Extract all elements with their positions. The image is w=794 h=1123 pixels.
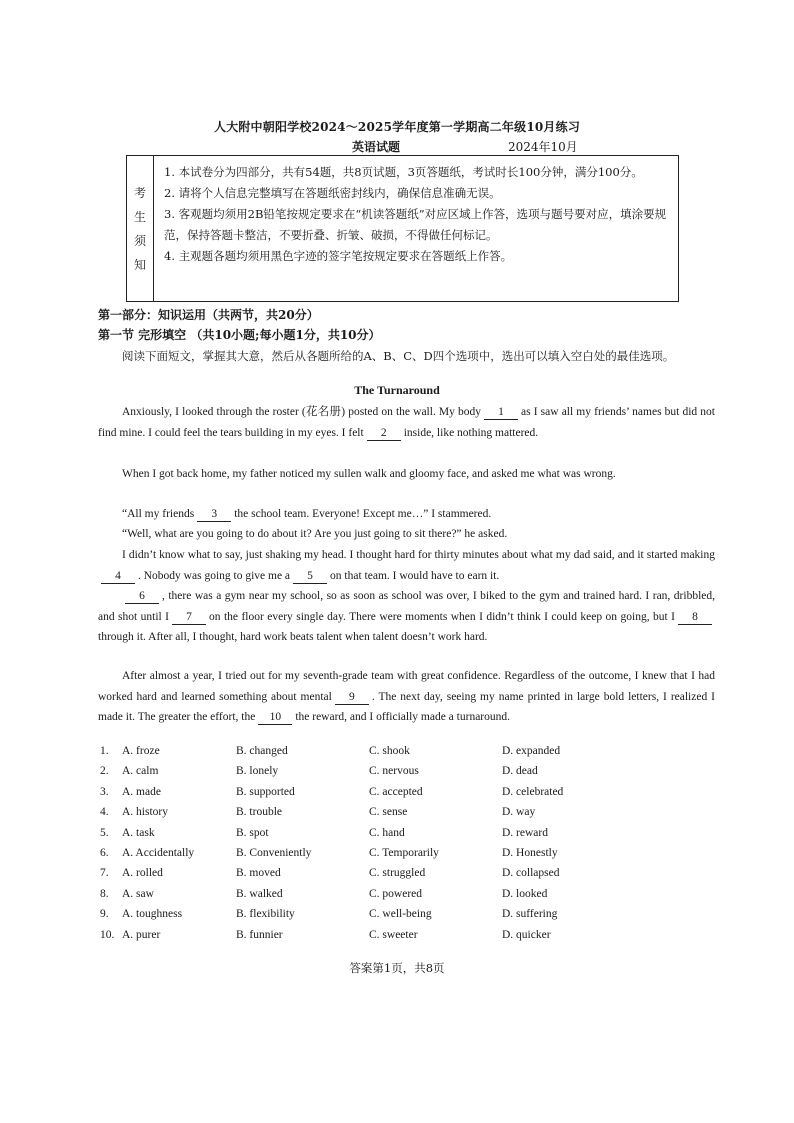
option-b: B. flexibility bbox=[236, 908, 295, 921]
option-d: D. looked bbox=[502, 887, 548, 900]
passage-text: the reward, and I officially made a turnaround. bbox=[295, 711, 510, 724]
option-row bbox=[100, 827, 720, 847]
blank-5: 5 bbox=[293, 569, 327, 584]
question-number: 2. bbox=[100, 765, 109, 778]
blank-7: 7 bbox=[172, 610, 206, 625]
option-c: C. nervous bbox=[369, 765, 419, 778]
part1-title: 第一部分：知识运用（共两节，共20分） bbox=[98, 308, 319, 322]
passage-text: , there was a gym near my school, so as soon as school was over, I biked to the gym and trained hard. I ran, dribbled, and shot until I bbox=[98, 590, 715, 623]
notice-items bbox=[164, 162, 672, 267]
option-d: D. reward bbox=[502, 826, 548, 839]
question-number: 4. bbox=[100, 806, 109, 819]
notice-label-char: 须 bbox=[133, 233, 146, 248]
option-c: C. powered bbox=[369, 887, 423, 900]
option-d: D. Honestly bbox=[502, 846, 558, 859]
option-b: B. lonely bbox=[236, 765, 279, 778]
blank-10: 10 bbox=[258, 710, 292, 725]
option-a: A. purer bbox=[122, 928, 161, 941]
option-c: C. struggled bbox=[369, 867, 426, 880]
option-row bbox=[100, 847, 720, 867]
passage-paragraph-4: “Well, what are you going to do about it? Are you just going to sit there?” he asked. bbox=[122, 528, 508, 540]
notice-label-char: 知 bbox=[133, 257, 146, 272]
blank-4: 4 bbox=[101, 569, 135, 584]
passage-paragraph-7 bbox=[98, 666, 715, 728]
question-number: 9. bbox=[100, 908, 109, 921]
option-row bbox=[100, 786, 720, 806]
blank-3: 3 bbox=[197, 507, 231, 522]
passage-text: the school team. Everyone! Except me…” I stammered. bbox=[234, 508, 492, 520]
question-number: 1. bbox=[100, 745, 109, 757]
notice-item: 2. 请将个人信息完整填写在答题纸密封线内，确保信息准确无误。 bbox=[164, 186, 501, 200]
option-c: C. accepted bbox=[369, 785, 423, 798]
option-b: B. funnier bbox=[236, 928, 283, 941]
option-d: D. way bbox=[502, 806, 536, 819]
page-footer: 答案第1页，共8页 bbox=[349, 961, 445, 975]
candidate-notice-box bbox=[126, 155, 679, 302]
option-c: C. Temporarily bbox=[369, 846, 439, 859]
option-c: C. hand bbox=[369, 826, 405, 839]
school-title: 人大附中朝阳学校2024～2025学年度第一学期高二年级10月练习 bbox=[213, 120, 581, 134]
option-d: D. quicker bbox=[502, 928, 551, 941]
passage-paragraph-3 bbox=[98, 504, 715, 525]
option-c: C. sense bbox=[369, 806, 408, 819]
option-c: C. well-being bbox=[369, 908, 432, 921]
answer-options bbox=[100, 745, 720, 949]
notice-item: 3. 客观题均须用2B铅笔按规定要求在“机读答题纸”对应区域上作答，选项与题号要对应，填涂要规范，保持答题卡整洁，不要折叠、折皱、破损，不得做任何标记。 bbox=[164, 207, 667, 242]
question-number: 8. bbox=[100, 887, 109, 900]
option-b: B. moved bbox=[236, 867, 281, 880]
option-d: D. suffering bbox=[502, 908, 558, 921]
option-d: D. celebrated bbox=[502, 785, 564, 798]
blank-1: 1 bbox=[484, 405, 518, 420]
option-a: A. rolled bbox=[122, 867, 163, 880]
blank-6: 6 bbox=[125, 589, 159, 604]
passage-text: as I saw all my friends’ names but did not find mine. I could feel the tears building in my eyes. I felt bbox=[98, 406, 715, 439]
option-row bbox=[100, 929, 720, 949]
option-d: D. collapsed bbox=[502, 867, 560, 880]
notice-item: 4. 主观题各题均须用黑色字迹的签字笔按规定要求在答题纸上作答。 bbox=[164, 249, 513, 263]
passage-text: through it. After all, I thought, hard work beats talent when talent doesn’t work hard. bbox=[98, 631, 488, 644]
notice-item: 1. 本试卷分为四部分，共有54题，共8页试题，3页答题纸，考试时长100分钟，满分100分。 bbox=[164, 165, 643, 179]
option-a: A. task bbox=[122, 826, 155, 839]
option-a: A. calm bbox=[122, 765, 159, 778]
passage-text: After almost a year, I tried out for my seventh-grade team with great confidence. Regardless of the outcome, I knew that I had worked hard and learned something about mental bbox=[98, 670, 715, 703]
option-b: B. supported bbox=[236, 785, 295, 798]
option-row bbox=[100, 888, 720, 908]
option-c: C. sweeter bbox=[369, 928, 418, 941]
option-b: B. walked bbox=[236, 887, 283, 900]
passage-text: on the floor every single day. There were moments when I didn’t think I could keep on going, but I bbox=[209, 610, 675, 623]
notice-label-char: 生 bbox=[133, 209, 146, 224]
option-b: B. changed bbox=[236, 745, 288, 757]
option-row bbox=[100, 745, 720, 765]
option-a: A. Accidentally bbox=[122, 846, 195, 859]
passage-text: “All my friends bbox=[122, 508, 195, 520]
option-d: D. dead bbox=[502, 765, 538, 778]
passage-paragraph-6 bbox=[98, 586, 715, 648]
subject-title: 英语试题 bbox=[352, 140, 401, 154]
section1-title: 第一节 完形填空 （共10小题;每小题1分，共10分） bbox=[98, 328, 381, 342]
passage-paragraph-1 bbox=[98, 402, 715, 443]
option-b: B. trouble bbox=[236, 806, 282, 819]
question-number: 6. bbox=[100, 846, 109, 859]
option-row bbox=[100, 908, 720, 928]
option-a: A. toughness bbox=[122, 908, 183, 921]
exam-date: 2024年10月 bbox=[508, 140, 578, 154]
option-a: A. history bbox=[122, 806, 168, 819]
passage-paragraph-5 bbox=[98, 545, 715, 586]
option-a: A. saw bbox=[122, 887, 154, 900]
notice-label-char: 考 bbox=[133, 185, 146, 200]
question-number: 3. bbox=[100, 785, 109, 798]
question-number: 5. bbox=[100, 826, 109, 839]
option-a: A. made bbox=[122, 785, 161, 798]
option-row bbox=[100, 867, 720, 887]
option-b: B. spot bbox=[236, 826, 269, 839]
question-number: 7. bbox=[100, 867, 109, 880]
passage-text: . Nobody was going to give me a bbox=[138, 569, 291, 582]
option-a: A. froze bbox=[122, 745, 160, 757]
option-row bbox=[100, 765, 720, 785]
question-number: 10. bbox=[100, 928, 115, 941]
notice-label bbox=[127, 156, 154, 301]
blank-2: 2 bbox=[367, 426, 401, 441]
passage-title: The Turnaround bbox=[354, 383, 440, 397]
option-d: D. expanded bbox=[502, 745, 561, 757]
passage-text: . The next day, seeing my name printed in large bold letters, I realized I made it. The greater the effort, the bbox=[98, 690, 715, 724]
passage-text: Anxiously, I looked through the roster (花名册) posted on the wall. My body bbox=[122, 406, 482, 418]
option-c: C. shook bbox=[369, 745, 410, 757]
passage-paragraph-2: When I got back home, my father noticed my sullen walk and gloomy face, and asked me what was wrong. bbox=[122, 468, 616, 480]
option-b: B. Conveniently bbox=[236, 846, 312, 859]
blank-9: 9 bbox=[335, 690, 369, 705]
blank-8: 8 bbox=[678, 610, 712, 625]
section1-instruction: 阅读下面短文，掌握其大意，然后从各题所给的A、B、C、D四个选项中，选出可以填入空白处的最佳选项。 bbox=[122, 349, 675, 363]
passage-text: on that team. I would have to earn it. bbox=[330, 569, 500, 582]
passage-text: I didn’t know what to say, just shaking my head. I thought hard for thirty minutes about what my dad said, and it started making bbox=[122, 549, 715, 561]
option-row bbox=[100, 806, 720, 826]
passage-text: inside, like nothing mattered. bbox=[403, 426, 539, 439]
